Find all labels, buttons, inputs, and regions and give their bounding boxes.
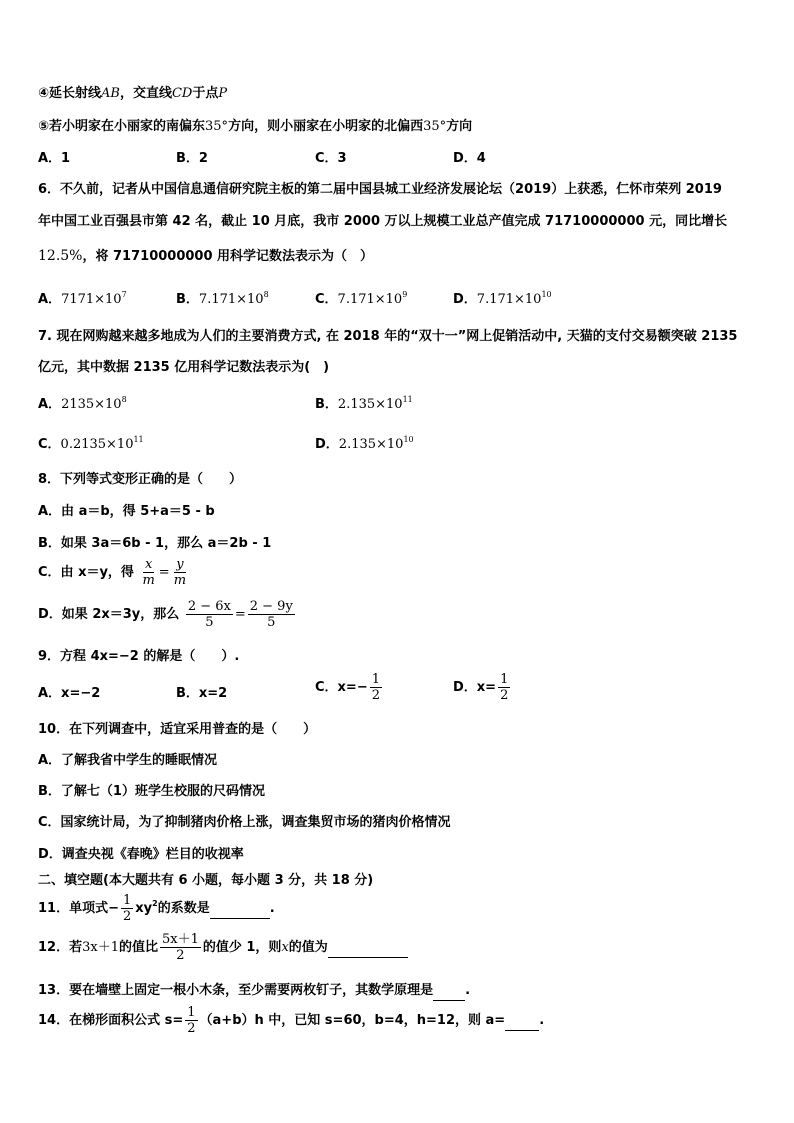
angle: 35° [423, 119, 447, 134]
q8-option-a[interactable]: A．由 a＝b，得 5+a＝5 - b [38, 504, 215, 519]
q10-option-b[interactable]: B．了解七（1）班学生校服的尺码情况 [38, 784, 265, 799]
fraction [370, 672, 382, 703]
label: C． [38, 437, 61, 452]
term: xy [135, 901, 153, 916]
fraction [185, 1005, 197, 1036]
text: 的系数是 [157, 901, 210, 916]
denominator: 2 [371, 688, 380, 703]
answer-blank[interactable] [433, 985, 465, 1001]
text: ，将 71710000000 用科学记数法表示为（ ） [82, 249, 374, 264]
numerator: 2 − 6x [187, 599, 231, 614]
text: （a+b）h 中，已知 s=60，b=4，h=12，则 a= [199, 1013, 506, 1028]
q8-option-d[interactable] [38, 599, 297, 630]
text: 的值少 1，则 [202, 940, 282, 955]
equals: = [158, 565, 170, 580]
ray-ab: AB [101, 86, 120, 101]
q5-option-c[interactable]: C．3 [315, 151, 347, 166]
q6-stem-line3 [38, 245, 373, 264]
value: 2135×10 [61, 397, 122, 412]
label: B． [176, 292, 199, 307]
q7-option-a[interactable] [38, 393, 127, 412]
fraction [186, 599, 233, 630]
text: 方向，则小丽家在小明家的北偏西 [228, 119, 424, 134]
denominator: 5 [205, 615, 214, 630]
answer-blank[interactable] [505, 1015, 539, 1031]
q8-option-c[interactable] [38, 557, 190, 588]
q9-option-c[interactable] [315, 672, 384, 703]
q6-option-c[interactable] [315, 288, 407, 307]
label: A． [38, 292, 62, 307]
text: . [539, 1013, 545, 1028]
text: 于点 [192, 86, 219, 101]
exponent: 7 [121, 290, 127, 299]
q5-option-d[interactable]: D．4 [453, 151, 486, 166]
q7-stem-line1: 7. 现在网购越来越多地成为人们的主要消费方式, 在 2018 年的“双十一”网上促销活动中, 天猫的支付交易额突破 2135 [38, 329, 738, 344]
label: D． [453, 292, 477, 307]
text: C．由 x＝y，得 [38, 565, 134, 580]
section-heading: 二、填空题(本大题共有 6 小题，每小题 3 分，共 18 分) [38, 873, 374, 888]
q5-option-b[interactable]: B．2 [176, 151, 208, 166]
denominator: 2 [176, 948, 185, 963]
text: 12．若 [38, 940, 83, 955]
q7-option-d[interactable] [315, 433, 414, 452]
q9-option-d[interactable] [453, 672, 512, 703]
q10-option-c[interactable]: C．国家统计局，为了抑制猪肉价格上涨，调查集贸市场的猪肉价格情况 [38, 815, 451, 830]
q6-stem-line1: 6．不久前，记者从中国信息通信研究院主板的第二届中国县城工业经济发展论坛（2019）上获悉，仁怀市荣列 2019 [38, 182, 722, 197]
point-p: P [218, 86, 228, 101]
text: ⑤若小明家在小丽家的南偏东 [38, 119, 206, 134]
denominator: 2 [122, 909, 132, 924]
fraction [140, 557, 156, 588]
text: . [269, 901, 275, 916]
value: 7.171×10 [198, 292, 264, 307]
value: 7171×10 [61, 292, 122, 307]
value: 0.2135×10 [60, 437, 134, 452]
q6-stem-line2: 年中国工业百强县市第 42 名，截止 10 月底，我市 2000 万以上规模工业总产值完成 71710000000 元，同比增长 [38, 214, 728, 229]
text: D．如果 2x＝3y，那么 [38, 607, 180, 622]
value: 7.171×10 [337, 292, 403, 307]
equals: = [234, 607, 246, 622]
q6-option-a[interactable] [38, 288, 127, 307]
q10-stem: 10．在下列调查中，适宜采用普查的是（ ） [38, 722, 317, 737]
label: C． [315, 292, 338, 307]
q14 [38, 1005, 544, 1036]
fraction [160, 932, 201, 963]
value: 2.135×10 [338, 437, 404, 452]
percent: 12.5% [38, 248, 83, 264]
variable: x [281, 940, 289, 955]
label: A． [38, 397, 62, 412]
value: 7.171×10 [476, 292, 542, 307]
numerator: 1 [187, 1005, 196, 1020]
text: 13．要在墙壁上固定一根小木条，至少需要两枚钉子，其数学原理是 [38, 983, 434, 998]
exponent: 11 [402, 395, 413, 404]
line-cd: CD [171, 86, 193, 101]
numerator: 1 [500, 672, 509, 687]
fraction [498, 672, 510, 703]
fraction [121, 893, 133, 924]
numerator: 2 − 9y [249, 599, 293, 614]
fraction [172, 557, 188, 588]
numerator: y [176, 557, 184, 572]
q12 [38, 932, 408, 963]
numerator: 5x＋1 [161, 932, 199, 947]
denominator: m [142, 573, 155, 588]
text: C．x=− [315, 680, 368, 695]
exponent: 10 [403, 435, 414, 444]
denominator: 2 [500, 688, 509, 703]
text: ④延长射线 [38, 86, 102, 101]
q13 [38, 979, 470, 1001]
q8-option-b[interactable]: B．如果 3a＝6b - 1，那么 a＝2b - 1 [38, 536, 272, 551]
text: 14．在梯形面积公式 s= [38, 1013, 184, 1028]
text: . [465, 983, 471, 998]
q9-option-b[interactable]: B．x=2 [176, 686, 228, 701]
q5-statement-4 [38, 82, 227, 101]
numerator: x [144, 557, 153, 572]
text: 的值为 [288, 940, 328, 955]
q9-option-a[interactable]: A．x=−2 [38, 686, 101, 701]
q9-stem: 9．方程 4x=−2 的解是（ ）. [38, 649, 240, 664]
denominator: 2 [187, 1021, 196, 1036]
exponent: 8 [263, 290, 269, 299]
exponent: 8 [121, 395, 127, 404]
answer-blank[interactable] [328, 942, 408, 958]
numerator: 1 [371, 672, 380, 687]
denominator: m [173, 573, 187, 588]
exponent: 11 [133, 435, 144, 444]
fraction [248, 599, 295, 630]
text: ，交直线 [119, 86, 172, 101]
q6-option-d[interactable] [453, 288, 552, 307]
q5-option-a[interactable]: A．1 [38, 151, 71, 166]
q11 [38, 893, 275, 924]
value: 2.135×10 [337, 397, 403, 412]
expression: 3x＋1 [82, 940, 119, 955]
denominator: 5 [267, 615, 276, 630]
exponent: 10 [541, 290, 552, 299]
q6-option-b[interactable] [176, 288, 269, 307]
q10-option-d[interactable]: D．调查央视《春晚》栏目的收视率 [38, 847, 244, 862]
text: D．x= [453, 680, 497, 695]
text: 的值比 [118, 940, 158, 955]
text: 11．单项式− [38, 901, 119, 916]
text: 方向 [446, 119, 473, 134]
angle: 35° [205, 119, 229, 134]
exponent: 2 [152, 899, 158, 908]
q8-stem: 8．下列等式变形正确的是（ ） [38, 472, 243, 487]
numerator: 1 [122, 893, 132, 908]
exponent: 9 [402, 290, 408, 299]
label: B． [315, 397, 338, 412]
label: D． [315, 437, 339, 452]
q10-option-a[interactable]: A．了解我省中学生的睡眠情况 [38, 753, 218, 768]
q7-stem-line2: 亿元，其中数据 2135 亿用科学记数法表示为( ) [38, 360, 330, 375]
q5-statement-5 [38, 115, 472, 134]
q7-option-b[interactable] [315, 393, 413, 412]
answer-blank[interactable] [210, 903, 270, 919]
q7-option-c[interactable] [38, 433, 144, 452]
